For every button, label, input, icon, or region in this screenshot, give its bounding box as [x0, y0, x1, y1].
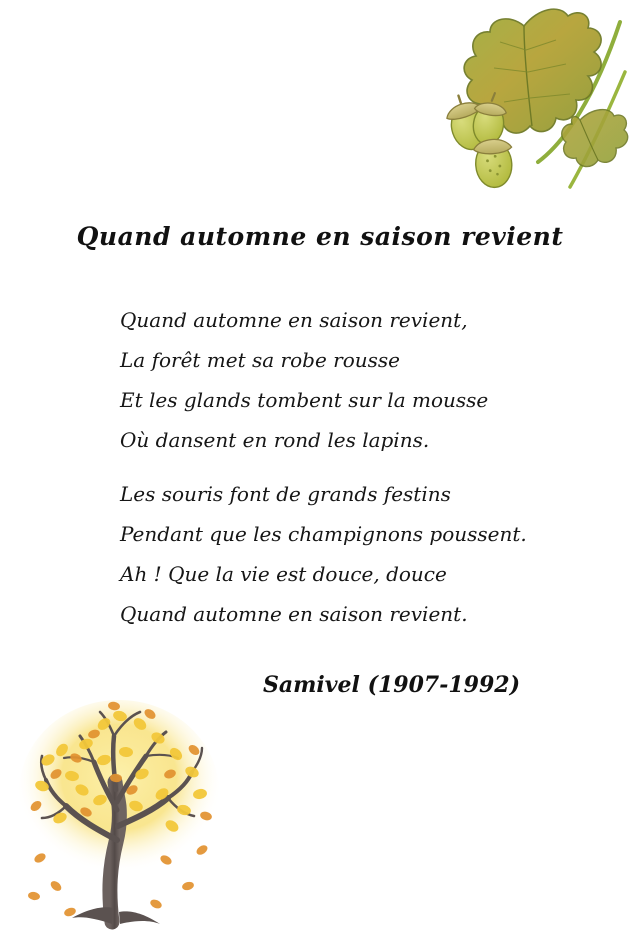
poem-line: Et les glands tombent sur la mousse: [120, 388, 489, 412]
oak-branch-with-acorns-illustration: [420, 2, 632, 197]
poem-stanza: [120, 300, 580, 460]
poem-line: Ah ! Que la vie est douce, douce: [120, 562, 447, 586]
poem-line: Où dansent en rond les lapins.: [120, 428, 430, 452]
autumn-tree-illustration: [16, 690, 231, 930]
poem-body: [120, 300, 580, 648]
poem-stanza: [120, 474, 580, 634]
poem-line: Les souris font de grands festins: [120, 482, 451, 506]
poem-line: Pendant que les champignons poussent.: [120, 522, 527, 546]
page-title: Quand automne en saison revient: [76, 222, 564, 251]
poem-line: Quand automne en saison revient.: [120, 602, 468, 626]
poem-line: Quand automne en saison revient,: [120, 308, 468, 332]
poem-line: La forêt met sa robe rousse: [120, 348, 400, 372]
poem-author: Samivel (1907-1992): [263, 672, 520, 698]
